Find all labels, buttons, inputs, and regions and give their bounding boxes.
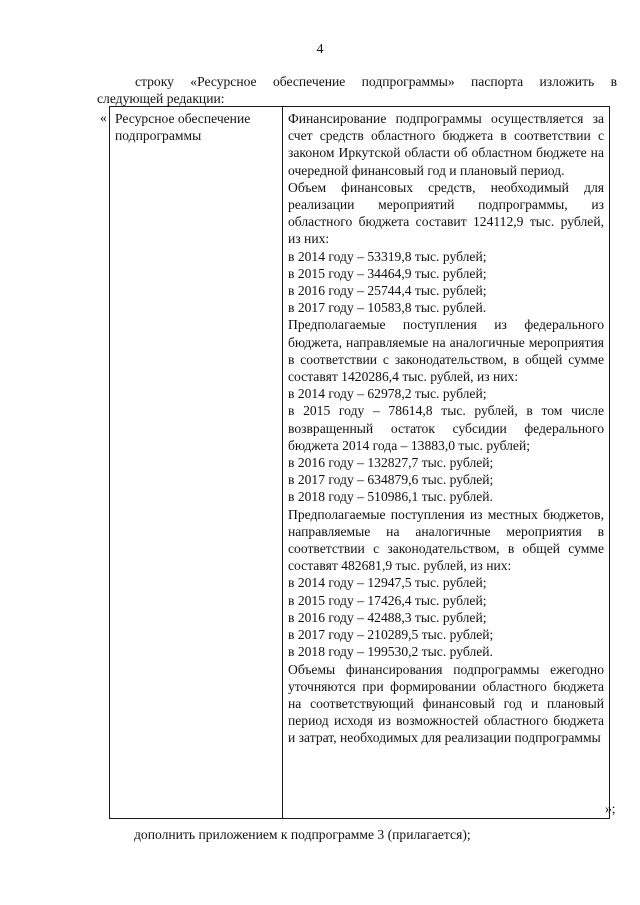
table-row: [110, 107, 610, 819]
regional-year-item: в 2017 году – 10583,8 тыс. рублей.: [288, 300, 487, 316]
local-year-item: в 2015 году – 17426,4 тыс. рублей;: [288, 592, 487, 608]
federal-year-item: в 2018 году – 510986,1 тыс. рублей.: [288, 489, 493, 505]
federal-year-item: в 2016 году – 132827,7 тыс. рублей;: [288, 455, 494, 471]
page-number: 4: [316, 42, 324, 57]
intro-line-1: строку «Ресурсное обеспечение подпрограммы» паспорта изложить в: [135, 74, 617, 89]
row-content-cell: [283, 107, 610, 819]
intro-paragraph: [97, 73, 617, 107]
local-year-item: в 2014 году – 12947,5 тыс. рублей;: [288, 575, 487, 591]
local-budget-paragraph: Предполагаемые поступления из местных бюджетов, направляемые на аналогичные мероприятия в соответствии с законодательством, в общей сумме составят 482681,9 тыс. рублей, из них:: [288, 506, 604, 574]
regional-budget-paragraph: Объем финансовых средств, необходимый для реализации мероприятий подпрограммы, из областного бюджета составит 124112,9 тыс. рублей, из них:: [288, 179, 604, 247]
financing-source-paragraph: Финансирование подпрограммы осуществляется за счет средств областного бюджета в соответствии с законом Иркутской области об областном бюджете на очередной финансовый год и плановый период.: [288, 111, 604, 178]
regional-year-item: в 2016 году – 25744,4 тыс. рублей;: [288, 283, 487, 299]
federal-year-item: в 2015 году – 78614,8 тыс. рублей, в том числе возвращенный остаток субсидии федерального бюджета 2014 года – 13883,0 тыс. рублей;: [288, 403, 604, 453]
intro-line-2: следующей редакции:: [97, 91, 225, 107]
regional-year-item: в 2014 году – 53319,8 тыс. рублей;: [288, 248, 487, 264]
local-year-item: в 2016 году – 42488,3 тыс. рублей;: [288, 609, 487, 625]
adjustment-paragraph: Объемы финансирования подпрограммы ежегодно уточняются при формировании областного бюджета на соответствующий финансовый год и плановый период исходя из возможностей областного бюджета и затрат, необходимых для реализации подпрограммы: [288, 661, 604, 746]
row-label: Ресурсное обеспечение подпрограммы: [115, 111, 251, 144]
opening-quote: «: [100, 110, 107, 125]
local-year-item: в 2018 году – 199530,2 тыс. рублей.: [288, 644, 493, 660]
closing-quote: »;: [605, 801, 616, 816]
row-label-cell: [110, 107, 283, 819]
outro-paragraph: дополнить приложением к подпрограмме 3 (прилагается);: [134, 827, 471, 842]
local-year-item: в 2017 году – 210289,5 тыс. рублей;: [288, 627, 494, 643]
regional-year-item: в 2015 году – 34464,9 тыс. рублей;: [288, 265, 487, 281]
federal-year-item: в 2014 году – 62978,2 тыс. рублей;: [288, 386, 487, 402]
federal-budget-paragraph: Предполагаемые поступления из федерального бюджета, направляемые на аналогичные мероприятия в соответствии с законодательством, в общей сумме составят 1420286,4 тыс. рублей, из них:: [288, 317, 604, 385]
passport-table: [109, 106, 610, 819]
federal-year-item: в 2017 году – 634879,6 тыс. рублей;: [288, 472, 494, 488]
